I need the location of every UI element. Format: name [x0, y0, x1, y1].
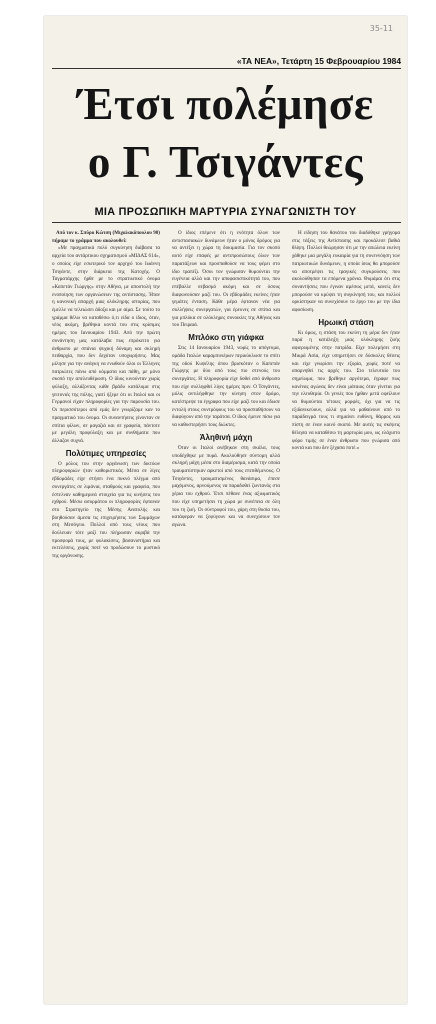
column-2-paragraph-1: Ο ίδιος επέμενε ότι η ενότητα όλων των αντιστασιακών δυνάμεων ήταν ο μόνος δρόμος για να αντέξει η χώρα τη δοκιμασία. Για τον σκοπό αυτό είχε επαφές με αντιπροσώπους όλων των παρατάξεων και προσπαθούσε να τους φέρει στο ίδιο τραπέζι. Όσοι τον γνώρισαν θυμούνται την ευγένεια αλλά και την αποφασιστικότητά του, που επέβαλλε σεβασμό ακόμη και σε όσους διαφωνούσαν μαζί του. Οι εβδομάδες εκείνες ήταν γεμάτες ένταση. Κάθε μέρα έφταναν νέα για συλλήψεις συνεργατών, για έρευνες σε σπίτια και για μπλόκα σε ολόκληρες συνοικίες της Αθήνας και του Πειραιά. [172, 230, 280, 329]
column-3-paragraph-1: Η είδηση του θανάτου του διαδόθηκε γρήγορα στις τάξεις της Αντίστασης και προκάλεσε βαθιά θλίψη. Πολλοί θεώρησαν ότι με την απώλεια εκείνη χάθηκε μια μεγάλη ευκαιρία για τη συνεννόηση των πατριωτικών δυνάμεων, η οποία ίσως θα μπορούσε να αποτρέψει τις τραγικές συγκρούσεις που ακολούθησαν τα επόμενα χρόνια. Θυμάμαι ότι στις συναντήσεις που έγιναν αμέσως μετά, κανείς δεν μπορούσε να κρύψει τη συγκίνησή του, και πολλοί ορκίστηκαν να συνεχίσουν το έργο του με την ίδια αφοσίωση. [292, 230, 400, 314]
issue-divider [52, 68, 401, 69]
section-heading-col2b: Άληθινή μάχη [199, 432, 253, 442]
issue-line: «ΤΑ ΝΕΑ», Τετάρτη 15 Φεβρουαρίου 1984 [236, 56, 401, 66]
article-column-2 [172, 230, 280, 530]
article-column-1 [52, 230, 160, 561]
newspaper-clipping [44, 16, 407, 1004]
headline-line-1: Έτσι πολέμησε [77, 79, 374, 129]
column-1-paragraph-1: «Με πραγματικά πολύ συγκίνηση διάβασα τα αρχεία του αντάρτικου σχηματισμού «ΜΙΔΑΣ 614», ο οποίος είχε εσωτερικό τον αρχηγό του Ιωάννη Τσιγάντε, στην διάρκεια της Κατοχής. Ο Ταγματάρχης ήρθε με το στρατιωτικό όνομα «Καπετάν Γιώργης» στην Αθήνα, με αποστολή την ενοποίηση των οργανώσεων της αντίστασης. Ήταν η κανονική απαρχή μιας ολόκληρης ιστορίας, που έμελλε να τελειώσει άδοξα και με αίμα. Σε τούτο το γράμμα θέλω να καταθέσω ό,τι είδα ο ίδιος, όταν, νέος ακόμη, βρέθηκα κοντά του στις κρίσιμες ημέρες του Ιανουαρίου 1943. Από την πρώτη συνάντηση μας κατάλαβα πως επρόκειτο για άνθρωπο με σπάνια ψυχική δύναμη και σκληρή πειθαρχία, που δεν δεχόταν υποχωρήσεις. Μας μίλησε για την ανάγκη να ενωθούν όλοι οι Έλληνες πατριώτες πάνω από κόμματα και πάθη, με μόνο σκοπό την απελευθέρωση. Ο ίδιος κινούνταν χωρίς φύλαξη, αλλάζοντας κάθε βράδυ κατάλυμα στις γειτονιές της πόλης, γιατί ήξερε ότι οι Ιταλοί και οι Γερμανοί είχαν πληροφορίες για την παρουσία του. Οι περισσότεροι από εμάς δεν γνωρίζαμε καν το πραγματικό του όνομα. Οι συναντήσεις γίνονταν σε σπίτια φίλων, σε μαγαζιά και σε γραφεία, πάντοτε με μεγάλη προφύλαξη και με συνθήματα που άλλαζαν συχνά. [52, 245, 160, 444]
article-column-3 [292, 230, 400, 453]
section-heading-col2a: Μπλόκο στη γιάφκα [188, 333, 264, 343]
column-2-paragraph-2: Στις 14 Ιανουαρίου 1943, νωρίς το απόγευμα, ομάδα Ιταλών καραμπινιέρων περικύκλωσε το σπίτι της οδού Κυψέλης όπου βρισκόταν ο Καπετάν Γιώργης με δύο από τους πιο στενούς του συνεργάτες. Η πληροφορία είχε δοθεί από άνθρωπο που είχε συλληφθεί λίγες ημέρες πριν. Ο Τσιγάντες, μόλις αντιλήφθηκε την κίνηση στον δρόμο, κατέστρεψε τα έγγραφα που είχε μαζί του και έδωσε εντολή στους συντρόφους του να προσπαθήσουν να διαφύγουν από την ταράτσα. Ο ίδιος έμεινε πίσω για να καθυστερήσει τους διώκτες. [172, 345, 280, 429]
column-1-paragraph-2: Ο ρόλος του στην οργάνωση των δικτύων πληροφοριών ήταν καθοριστικός. Μέσα σε λίγες εβδομάδες είχε στήσει ένα πυκνό πλέγμα από συνεργάτες σε λιμάνια, σταθμούς και γραφεία, που έστελναν καθημερινά στοιχεία για τις κινήσεις του εχθρού. Μέσω ασυρμάτου οι πληροφορίες έφταναν στο Στρατηγείο της Μέσης Ανατολής και βοηθούσαν άμεσα τις επιχειρήσεις των Συμμάχων στη Μεσόγειο. Πολλοί από τους νέους που δούλευαν τότε μαζί του πλήρωσαν ακριβά την προσφορά τους, με φυλακίσεις, βασανιστήρια και εκτελέσεις, χωρίς ποτέ να προδώσουν το μυστικό της οργάνωσης. [52, 460, 160, 560]
headline-line-2: ο Γ. Τσιγάντες [87, 137, 364, 187]
pencil-note: 35-11 [369, 24, 393, 33]
subheadline-divider [52, 222, 401, 223]
column-3-paragraph-2: Κι όμως, η στάση του εκείνη τη μέρα δεν ήταν παρά η κατάληξη μιας ολόκληρης ζωής αφιερωμένης στην πατρίδα. Είχε πολεμήσει στη Μικρά Ασία, είχε υπηρετήσει σε δύσκολες θέσεις και είχε γνωρίσει την εξορία, χωρίς ποτέ να απαρνηθεί τις αρχές του. Στο τελευταίο του σημείωμα, που βρέθηκε αργότερα, έγραφε πως κανένας αγώνας δεν είναι μάταιος όταν γίνεται για την ελευθερία. Οι γενιές που ήρθαν μετά οφείλουν να θυμούνται τέτοιες μορφές, όχι για να τις εξιδανικεύουν, αλλά για να μαθαίνουν από το παράδειγμά τους τι σημαίνει ευθύνη, θάρρος και πίστη σε έναν κοινό σκοπό. Με αυτές τις σκέψεις θέλησα να καταθέσω τη μαρτυρία μου, ως ελάχιστο φόρο τιμής σε έναν άνθρωπο που γνώρισα από κοντά και που δεν ξέχασα ποτέ.» [292, 329, 400, 452]
byline: Από τον κ. Σπύρο Κώτση (Μιχαλακόπουλου 90) πήραμε το γράμμα που ακολουθεί: [52, 230, 160, 244]
section-heading-col3: Ηρωική στάση [318, 317, 374, 327]
section-heading-col1: Πολύτιμες υπηρεσίες [65, 448, 147, 458]
subheadline: ΜΙΑ ΠΡΟΣΩΠΙΚΗ ΜΑΡΤΥΡΙΑ ΣΥΝΑΓΩΝΙΣΤΗ ΤΟΥ [94, 206, 357, 218]
column-2-paragraph-3: Όταν οι Ιταλοί ανέβηκαν στη σκάλα, τους υποδέχθηκε με πυρά. Ακολούθησε σύντομη αλλά σκληρή μάχη μέσα στο διαμέρισμα, κατά την οποία τραυματίστηκαν αρκετοί από τους επιτιθέμενους. Ο Τσιγάντες, τραυματισμένος θανάσιμα, έπεσε μαχόμενος, αρνούμενος να παραδοθεί ζωντανός στα χέρια του εχθρού. Έτσι πέθανε ένας αξιωματικός που είχε υπηρετήσει τη χώρα με συνέπεια σε όλη του τη ζωή. Οι σύντροφοί του, χάρη στη θυσία του, κατάφεραν να ξεφύγουν και να συνεχίσουν τον αγώνα. [172, 444, 280, 528]
